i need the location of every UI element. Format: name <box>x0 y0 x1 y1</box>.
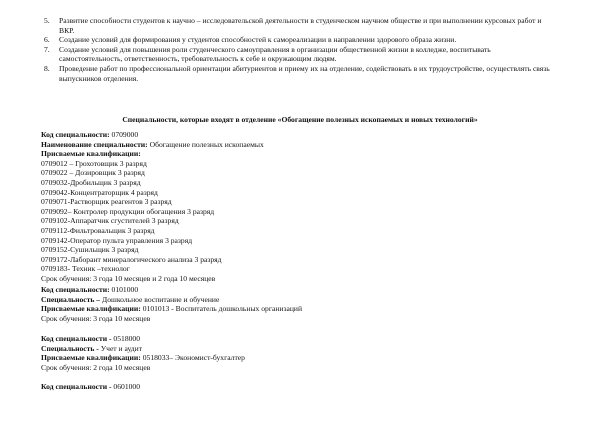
qualification-item: 0709152-Сушильщик 3 разряд <box>41 245 139 255</box>
section-title: Специальности, которые входят в отделение «Обогащение полезных ископаемых и новых технологий» <box>122 115 478 124</box>
qualifications-label: Присваемые квалификации: <box>41 149 141 159</box>
qualifications-label: Присваемые квалификации: <box>41 353 141 363</box>
name-value: Дошкольное воспитание и обучение <box>100 294 220 304</box>
specialty-name <box>41 344 561 354</box>
study-duration: Срок обучения: 3 года 10 месяцев <box>41 313 151 323</box>
qualification-item: 0709102-Аппаратчик сгустителей 3 разряд <box>41 216 179 226</box>
specialty-name <box>41 140 561 150</box>
list-item-text: Создание условий для формирования у студентов способностей к самореализации в направлении здорового образа жизни. <box>59 35 457 45</box>
code-value: 0518000 <box>111 334 141 343</box>
list-item-text: Развитие способности студентов к научно – исследовательской деятельности в студенческом научном обществе и при выполнении курсовых работ и ВКР. <box>59 16 542 35</box>
code-label: Код специальности: <box>41 130 110 139</box>
list-number: 7. <box>44 44 50 54</box>
qualification-item: 0709042-Концентраторщик 4 разряд <box>41 187 158 197</box>
code-label: Код специальности - <box>41 334 112 343</box>
specialty-name <box>41 295 561 305</box>
code-label: Код специальности - <box>41 382 112 391</box>
code-value: 0601000 <box>111 382 141 391</box>
qualification-value: 0101013 - Воспитатель дошкольных организаций <box>140 304 303 314</box>
qualification-item: 0709112-Фильтровальщик 3 разряд <box>41 225 155 235</box>
name-label: Специальность - <box>41 343 99 353</box>
qualifications <box>41 304 561 314</box>
list-number: 6. <box>44 35 50 45</box>
study-duration: Срок обучения: 3 года 10 месяцев и 2 года 10 месяцев <box>41 273 216 283</box>
qualification-item: 0709032-Дробильщик 3 разряд <box>41 177 141 187</box>
study-duration: Срок обучения: 2 года 10 месяцев <box>41 362 151 372</box>
specialty-code <box>41 334 561 344</box>
list-number: 8. <box>44 63 50 73</box>
qualification-item: 0709172-Лаборант минералогического анализа 3 разряд <box>41 254 222 264</box>
qualifications-label: Присваемые квалификации: <box>41 304 141 314</box>
specialty-code <box>41 382 561 392</box>
name-label: Специальность – <box>41 294 101 304</box>
list-item <box>44 64 556 83</box>
list-item-text: Создание условий для повышения роли студенческого самоуправления в организации общественной жизни в колледже, воспитывать самостоятельность, ответственность, требовательность к себе и окружающим людям. <box>59 44 491 64</box>
code-label: Код специальности: <box>41 285 110 294</box>
list-item <box>44 16 556 35</box>
qualifications <box>41 353 561 363</box>
list-item <box>44 45 556 64</box>
specialty-block-0101000 <box>41 285 561 323</box>
name-value: Учет и аудит <box>98 343 143 353</box>
code-value: 0101000 <box>109 285 139 294</box>
specialty-block-0518000 <box>41 334 561 372</box>
goals-list <box>44 16 556 83</box>
list-item <box>44 35 556 45</box>
specialty-block-0709000 <box>41 130 561 284</box>
qualification-item: 0709183- Техник –технолог <box>41 264 130 274</box>
list-item-text: Проведение работ по профессиональной ориентации абитуриентов и приему их на отделение, содействовать в их трудоустройстве, осуществлять связь выпускников отделения. <box>59 63 550 83</box>
qualification-item: 0709142-Оператор пульта управления 3 разряд <box>41 235 193 245</box>
qualification-item: 0709092– Контролер продукции обогащения 3 разряд <box>41 206 215 216</box>
specialty-code <box>41 285 561 295</box>
code-value: 0709000 <box>109 130 139 139</box>
qualification-item: 0709071-Растворщик реагентов 3 разряд <box>41 197 172 207</box>
qualification-item: 0709012 – Грохотовщик 3 разряд <box>41 158 147 168</box>
qualification-value: 0518033– Экономист-бухгалтер <box>140 353 245 363</box>
name-label: Наименование специальности: <box>41 139 148 149</box>
specialty-code <box>41 130 561 140</box>
qualification-item: 0709022 – Дозировщик 3 разряд <box>41 168 145 178</box>
list-number: 5. <box>44 16 50 25</box>
name-value: Обогащение полезных ископаемых <box>147 139 264 149</box>
specialty-block-0601000 <box>41 382 561 392</box>
